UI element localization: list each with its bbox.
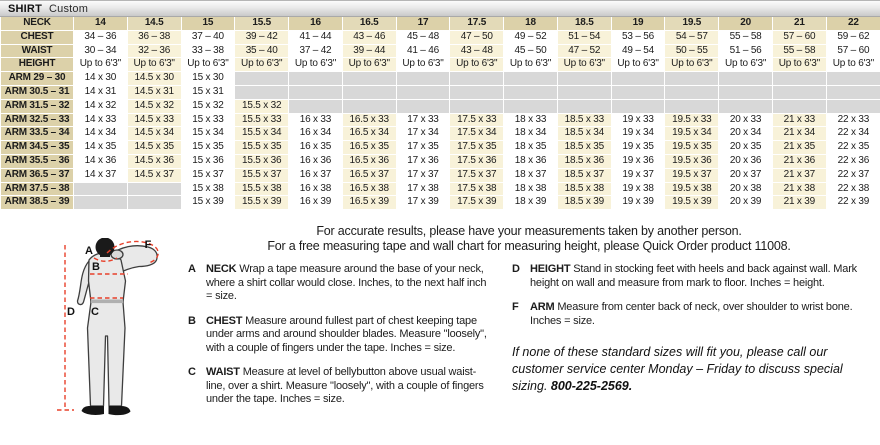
size-cell: 16.5 x 37 xyxy=(342,168,396,182)
size-cell: 19.5 x 34 xyxy=(665,127,719,141)
size-cell: 15.5 x 34 xyxy=(235,127,289,141)
size-cell: 59 – 62 xyxy=(826,30,880,44)
figure-label-chest: B xyxy=(92,261,100,274)
size-cell: 16 x 34 xyxy=(289,127,343,141)
size-cell: 19.5 x 38 xyxy=(665,182,719,196)
size-cell: 15.5 x 37 xyxy=(235,168,289,182)
neck-size-header: 14.5 xyxy=(127,17,181,30)
size-cell: 15 x 38 xyxy=(181,182,235,196)
size-cell: 15.5 x 33 xyxy=(235,113,289,127)
size-cell: 43 – 46 xyxy=(342,30,396,44)
instructions-left-column xyxy=(188,263,494,418)
size-row xyxy=(1,154,880,168)
instruction-text: WAIST Measure at level of bellybutton above usual waist-line, over a shirt. Measure "loosely", with a couple of fingers under the tape. Inches = size. xyxy=(206,366,484,406)
size-cell: 16 x 39 xyxy=(289,196,343,210)
size-cell: 18 x 39 xyxy=(504,196,558,210)
size-cell: 51 – 54 xyxy=(557,30,611,44)
size-cell: 14.5 x 36 xyxy=(127,154,181,168)
unavailable-size-cell xyxy=(396,99,450,113)
unavailable-size-cell xyxy=(450,85,504,99)
size-cell: 18.5 x 34 xyxy=(557,127,611,141)
instruction-letter: B xyxy=(188,314,196,327)
unavailable-size-cell xyxy=(289,72,343,86)
size-cell: 17.5 x 38 xyxy=(450,182,504,196)
measurement-figure xyxy=(6,238,184,427)
size-cell: 16 x 38 xyxy=(289,182,343,196)
row-label: ARM 35.5 – 36 xyxy=(1,154,74,168)
size-cell: 14.5 x 31 xyxy=(127,85,181,99)
intro-line-1: For accurate results, please have your measurements taken by another person. xyxy=(316,224,742,239)
size-cell: 22 x 33 xyxy=(826,113,880,127)
size-cell: 19.5 x 33 xyxy=(665,113,719,127)
size-cell: 43 – 48 xyxy=(450,44,504,58)
unavailable-size-cell xyxy=(504,72,558,86)
unavailable-size-cell xyxy=(826,72,880,86)
size-cell: 22 x 34 xyxy=(826,127,880,141)
size-cell: 17.5 x 39 xyxy=(450,196,504,210)
figure-label-waist: C xyxy=(91,306,99,319)
size-cell: 20 x 34 xyxy=(719,127,773,141)
row-label: ARM 30.5 – 31 xyxy=(1,85,74,99)
size-row xyxy=(1,141,880,155)
size-cell: Up to 6'3" xyxy=(665,58,719,72)
size-cell: 18.5 x 37 xyxy=(557,168,611,182)
size-cell: Up to 6'3" xyxy=(504,58,558,72)
unavailable-size-cell xyxy=(342,85,396,99)
size-cell: 18 x 38 xyxy=(504,182,558,196)
row-label: ARM 33.5 – 34 xyxy=(1,127,74,141)
instruction-letter: A xyxy=(188,263,196,276)
instruction-letter: C xyxy=(188,366,196,379)
instruction-term: WAIST xyxy=(206,366,243,379)
size-cell: 17 x 33 xyxy=(396,113,450,127)
instruction-item-waist xyxy=(188,366,494,407)
size-cell: 35 – 40 xyxy=(235,44,289,58)
size-row xyxy=(1,168,880,182)
size-cell: 49 – 54 xyxy=(611,44,665,58)
unavailable-size-cell xyxy=(611,85,665,99)
size-cell: Up to 6'3" xyxy=(181,58,235,72)
size-row xyxy=(1,72,880,86)
neck-size-header: 20 xyxy=(719,17,773,30)
row-label: ARM 31.5 – 32 xyxy=(1,99,74,113)
size-cell: 21 x 34 xyxy=(772,127,826,141)
neck-size-header: 18.5 xyxy=(557,17,611,30)
size-cell: 57 – 60 xyxy=(772,30,826,44)
size-cell: 15 x 30 xyxy=(181,72,235,86)
unavailable-size-cell xyxy=(396,72,450,86)
size-cell: 18.5 x 33 xyxy=(557,113,611,127)
unavailable-size-cell xyxy=(289,85,343,99)
unavailable-size-cell xyxy=(557,99,611,113)
size-cell: 15.5 x 36 xyxy=(235,154,289,168)
instruction-item-chest xyxy=(188,315,494,356)
size-cell: 15 x 33 xyxy=(181,113,235,127)
size-cell: 16.5 x 39 xyxy=(342,196,396,210)
size-cell: 47 – 52 xyxy=(557,44,611,58)
size-cell: 18.5 x 38 xyxy=(557,182,611,196)
unavailable-size-cell xyxy=(289,99,343,113)
size-cell: 47 – 50 xyxy=(450,30,504,44)
size-cell: 16 x 35 xyxy=(289,141,343,155)
size-cell: Up to 6'3" xyxy=(289,58,343,72)
size-cell: Up to 6'3" xyxy=(396,58,450,72)
size-cell: 20 x 33 xyxy=(719,113,773,127)
row-label: ARM 36.5 – 37 xyxy=(1,168,74,182)
size-cell: 17.5 x 34 xyxy=(450,127,504,141)
instruction-item-height xyxy=(512,263,870,290)
row-label: ARM 32.5 – 33 xyxy=(1,113,74,127)
size-cell: 21 x 39 xyxy=(772,196,826,210)
instruction-text: ARM Measure from center back of neck, over shoulder to wrist bone. Inches = size. xyxy=(530,301,853,327)
size-cell: 14.5 x 37 xyxy=(127,168,181,182)
size-row xyxy=(1,182,880,196)
size-cell: 16.5 x 36 xyxy=(342,154,396,168)
unavailable-size-cell xyxy=(235,72,289,86)
size-cell: Up to 6'3" xyxy=(127,58,181,72)
size-cell: 22 x 36 xyxy=(826,154,880,168)
size-cell: Up to 6'3" xyxy=(557,58,611,72)
instruction-text: CHEST Measure around fullest part of chest keeping tape under arms and around shoulder blades. Measure "loosely", with a couple of fingers under the tape. Inches = size. xyxy=(206,314,487,354)
chart-subtitle: Custom xyxy=(49,2,89,15)
size-cell: 15 x 37 xyxy=(181,168,235,182)
size-cell: Up to 6'3" xyxy=(450,58,504,72)
size-cell: 19 x 37 xyxy=(611,168,665,182)
unavailable-size-cell xyxy=(235,85,289,99)
size-cell: 14.5 x 30 xyxy=(127,72,181,86)
size-row xyxy=(1,99,880,113)
size-cell: 19.5 x 35 xyxy=(665,141,719,155)
unavailable-size-cell xyxy=(772,72,826,86)
size-cell: 18 x 35 xyxy=(504,141,558,155)
size-cell: 19 x 36 xyxy=(611,154,665,168)
size-cell: 45 – 50 xyxy=(504,44,558,58)
size-cell: 14 x 31 xyxy=(74,85,128,99)
size-cell: 34 – 36 xyxy=(74,30,128,44)
chart-title: SHIRT xyxy=(8,2,42,15)
shoe-left xyxy=(82,406,105,415)
size-cell: 19.5 x 39 xyxy=(665,196,719,210)
row-label: ARM 29 – 30 xyxy=(1,72,74,86)
unavailable-size-cell xyxy=(342,72,396,86)
size-cell: 15 x 31 xyxy=(181,85,235,99)
size-cell: 22 x 35 xyxy=(826,141,880,155)
figure-label-arm: F xyxy=(144,239,152,252)
figure-label-neck: A xyxy=(85,245,93,258)
waistband xyxy=(91,300,123,304)
size-cell: 22 x 38 xyxy=(826,182,880,196)
unavailable-size-cell xyxy=(826,99,880,113)
size-cell: Up to 6'3" xyxy=(826,58,880,72)
unavailable-size-cell xyxy=(826,85,880,99)
size-cell: 57 – 60 xyxy=(826,44,880,58)
size-row xyxy=(1,113,880,127)
size-cell: 20 x 39 xyxy=(719,196,773,210)
size-cell: 18.5 x 35 xyxy=(557,141,611,155)
size-cell: 19 x 39 xyxy=(611,196,665,210)
size-cell: 19 x 34 xyxy=(611,127,665,141)
unavailable-size-cell xyxy=(450,99,504,113)
size-cell: 22 x 37 xyxy=(826,168,880,182)
size-cell: 16.5 x 38 xyxy=(342,182,396,196)
unavailable-size-cell xyxy=(557,85,611,99)
neck-size-header: 19 xyxy=(611,17,665,30)
instructions-right-column xyxy=(512,263,874,418)
unavailable-size-cell xyxy=(665,99,719,113)
size-cell: 17.5 x 33 xyxy=(450,113,504,127)
size-cell: 15 x 36 xyxy=(181,154,235,168)
unavailable-size-cell xyxy=(665,72,719,86)
instruction-term: HEIGHT xyxy=(530,263,574,276)
size-cell: 14.5 x 35 xyxy=(127,141,181,155)
size-row xyxy=(1,44,880,58)
size-cell: 18.5 x 39 xyxy=(557,196,611,210)
unavailable-size-cell xyxy=(504,85,558,99)
size-cell: 37 – 42 xyxy=(289,44,343,58)
size-row xyxy=(1,58,880,72)
size-cell: 21 x 36 xyxy=(772,154,826,168)
size-cell: 16.5 x 35 xyxy=(342,141,396,155)
size-cell: 50 – 55 xyxy=(665,44,719,58)
instruction-item-neck xyxy=(188,263,494,304)
person-back-view-illustration xyxy=(8,238,180,422)
size-cell: 32 – 36 xyxy=(127,44,181,58)
neck-size-header: 16 xyxy=(289,17,343,30)
size-cell: 17 x 37 xyxy=(396,168,450,182)
size-cell: Up to 6'3" xyxy=(611,58,665,72)
unavailable-size-cell xyxy=(74,182,128,196)
size-cell: 39 – 44 xyxy=(342,44,396,58)
size-cell: 20 x 37 xyxy=(719,168,773,182)
size-cell: 20 x 36 xyxy=(719,154,773,168)
size-cell: 14 x 35 xyxy=(74,141,128,155)
neck-size-header: 14 xyxy=(74,17,128,30)
size-cell: 30 – 34 xyxy=(74,44,128,58)
unavailable-size-cell xyxy=(396,85,450,99)
intro-note xyxy=(184,224,874,253)
size-cell: 18 x 36 xyxy=(504,154,558,168)
size-cell: 17 x 39 xyxy=(396,196,450,210)
size-cell: 21 x 35 xyxy=(772,141,826,155)
size-cell: 20 x 38 xyxy=(719,182,773,196)
size-table xyxy=(0,17,880,210)
size-cell: 45 – 48 xyxy=(396,30,450,44)
size-cell: 55 – 58 xyxy=(772,44,826,58)
size-cell: 15.5 x 38 xyxy=(235,182,289,196)
size-cell: 55 – 58 xyxy=(719,30,773,44)
size-cell: Up to 6'3" xyxy=(772,58,826,72)
instruction-text: HEIGHT Stand in stocking feet with heels and back against wall. Mark height on wall and measure from mark to floor. Inches = height. xyxy=(530,263,857,289)
size-cell: 15 x 34 xyxy=(181,127,235,141)
unavailable-size-cell xyxy=(127,182,181,196)
size-cell: 18.5 x 36 xyxy=(557,154,611,168)
size-cell: Up to 6'3" xyxy=(235,58,289,72)
size-cell: 19 x 35 xyxy=(611,141,665,155)
shoe-right xyxy=(109,406,131,415)
instruction-term: NECK xyxy=(206,263,240,276)
size-cell: 22 x 39 xyxy=(826,196,880,210)
size-cell: 14 x 33 xyxy=(74,113,128,127)
size-cell: 16 x 37 xyxy=(289,168,343,182)
size-cell: 15.5 x 32 xyxy=(235,99,289,113)
row-label: NECK xyxy=(1,17,74,30)
row-label: ARM 38.5 – 39 xyxy=(1,196,74,210)
size-cell: 21 x 38 xyxy=(772,182,826,196)
size-cell: 18 x 33 xyxy=(504,113,558,127)
size-cell: 16 x 36 xyxy=(289,154,343,168)
intro-line-2: For a free measuring tape and wall chart for measuring height, please Quick Order product 11008. xyxy=(267,238,791,253)
size-cell: 17.5 x 36 xyxy=(450,154,504,168)
instruction-item-arm xyxy=(512,301,870,328)
instruction-letter: F xyxy=(512,301,519,314)
size-cell: 15 x 32 xyxy=(181,99,235,113)
neck-size-header: 19.5 xyxy=(665,17,719,30)
unavailable-size-cell xyxy=(719,85,773,99)
row-label: HEIGHT xyxy=(1,58,74,72)
size-cell: 19.5 x 36 xyxy=(665,154,719,168)
row-label: ARM 34.5 – 35 xyxy=(1,141,74,155)
special-sizing-note xyxy=(512,344,870,395)
size-cell: 19 x 33 xyxy=(611,113,665,127)
neck-size-header: 17 xyxy=(396,17,450,30)
instruction-text: NECK Wrap a tape measure around the base of your neck, where a shirt collar would close. Inches, to the next half inch = size. xyxy=(206,263,487,303)
size-cell: 14.5 x 32 xyxy=(127,99,181,113)
size-cell: Up to 6'3" xyxy=(719,58,773,72)
neck-size-header: 21 xyxy=(772,17,826,30)
size-cell: 17 x 35 xyxy=(396,141,450,155)
size-cell: 51 – 56 xyxy=(719,44,773,58)
size-cell: 14.5 x 34 xyxy=(127,127,181,141)
unavailable-size-cell xyxy=(772,85,826,99)
unavailable-size-cell xyxy=(611,99,665,113)
instruction-term: CHEST xyxy=(206,314,246,327)
size-cell: 17.5 x 35 xyxy=(450,141,504,155)
size-cell: 14 x 32 xyxy=(74,99,128,113)
size-cell: 39 – 42 xyxy=(235,30,289,44)
size-row xyxy=(1,127,880,141)
size-cell: 17 x 36 xyxy=(396,154,450,168)
instruction-term: ARM xyxy=(530,301,558,314)
measuring-instructions-section xyxy=(0,210,880,427)
size-row xyxy=(1,196,880,210)
size-cell: Up to 6'3" xyxy=(342,58,396,72)
unavailable-size-cell xyxy=(611,72,665,86)
unavailable-size-cell xyxy=(504,99,558,113)
size-cell: 33 – 38 xyxy=(181,44,235,58)
size-cell: 17 x 38 xyxy=(396,182,450,196)
neck-size-header: 18 xyxy=(504,17,558,30)
unavailable-size-cell xyxy=(719,99,773,113)
size-cell: 16.5 x 33 xyxy=(342,113,396,127)
figure-label-height: D xyxy=(67,306,75,319)
size-cell: 16 x 33 xyxy=(289,113,343,127)
size-cell: 53 – 56 xyxy=(611,30,665,44)
size-cell: 16.5 x 34 xyxy=(342,127,396,141)
neck-header-row xyxy=(1,17,880,30)
size-cell: 49 – 52 xyxy=(504,30,558,44)
size-cell: 15.5 x 35 xyxy=(235,141,289,155)
size-cell: 14 x 37 xyxy=(74,168,128,182)
size-cell: 19 x 38 xyxy=(611,182,665,196)
unavailable-size-cell xyxy=(342,99,396,113)
instruction-letter: D xyxy=(512,263,520,276)
unavailable-size-cell xyxy=(450,72,504,86)
unavailable-size-cell xyxy=(127,196,181,210)
customer-service-phone: 800-225-2569. xyxy=(550,379,633,394)
size-row xyxy=(1,85,880,99)
size-cell: 14.5 x 33 xyxy=(127,113,181,127)
size-cell: 41 – 44 xyxy=(289,30,343,44)
unavailable-size-cell xyxy=(74,196,128,210)
size-cell: Up to 6'3" xyxy=(74,58,128,72)
size-cell: 14 x 30 xyxy=(74,72,128,86)
size-cell: 18 x 37 xyxy=(504,168,558,182)
size-cell: 15 x 39 xyxy=(181,196,235,210)
unavailable-size-cell xyxy=(557,72,611,86)
size-cell: 14 x 34 xyxy=(74,127,128,141)
size-cell: 21 x 37 xyxy=(772,168,826,182)
size-cell: 15.5 x 39 xyxy=(235,196,289,210)
unavailable-size-cell xyxy=(772,99,826,113)
size-cell: 19.5 x 37 xyxy=(665,168,719,182)
row-label: ARM 37.5 – 38 xyxy=(1,182,74,196)
row-label: CHEST xyxy=(1,30,74,44)
unavailable-size-cell xyxy=(719,72,773,86)
neck-size-header: 17.5 xyxy=(450,17,504,30)
neck-size-header: 22 xyxy=(826,17,880,30)
size-cell: 17.5 x 37 xyxy=(450,168,504,182)
size-cell: 14 x 36 xyxy=(74,154,128,168)
size-row xyxy=(1,30,880,44)
neck-size-header: 16.5 xyxy=(342,17,396,30)
size-cell: 37 – 40 xyxy=(181,30,235,44)
neck-size-header: 15 xyxy=(181,17,235,30)
size-cell: 21 x 33 xyxy=(772,113,826,127)
size-cell: 20 x 35 xyxy=(719,141,773,155)
row-label: WAIST xyxy=(1,44,74,58)
size-cell: 36 – 38 xyxy=(127,30,181,44)
size-cell: 54 – 57 xyxy=(665,30,719,44)
size-cell: 17 x 34 xyxy=(396,127,450,141)
size-cell: 18 x 34 xyxy=(504,127,558,141)
chart-title-bar xyxy=(0,0,880,17)
special-sizing-text: If none of these standard sizes will fit you, please call our customer service center Monday – Friday to discuss special sizing. xyxy=(512,345,843,394)
unavailable-size-cell xyxy=(665,85,719,99)
neck-size-header: 15.5 xyxy=(235,17,289,30)
size-cell: 41 – 46 xyxy=(396,44,450,58)
size-cell: 15 x 35 xyxy=(181,141,235,155)
